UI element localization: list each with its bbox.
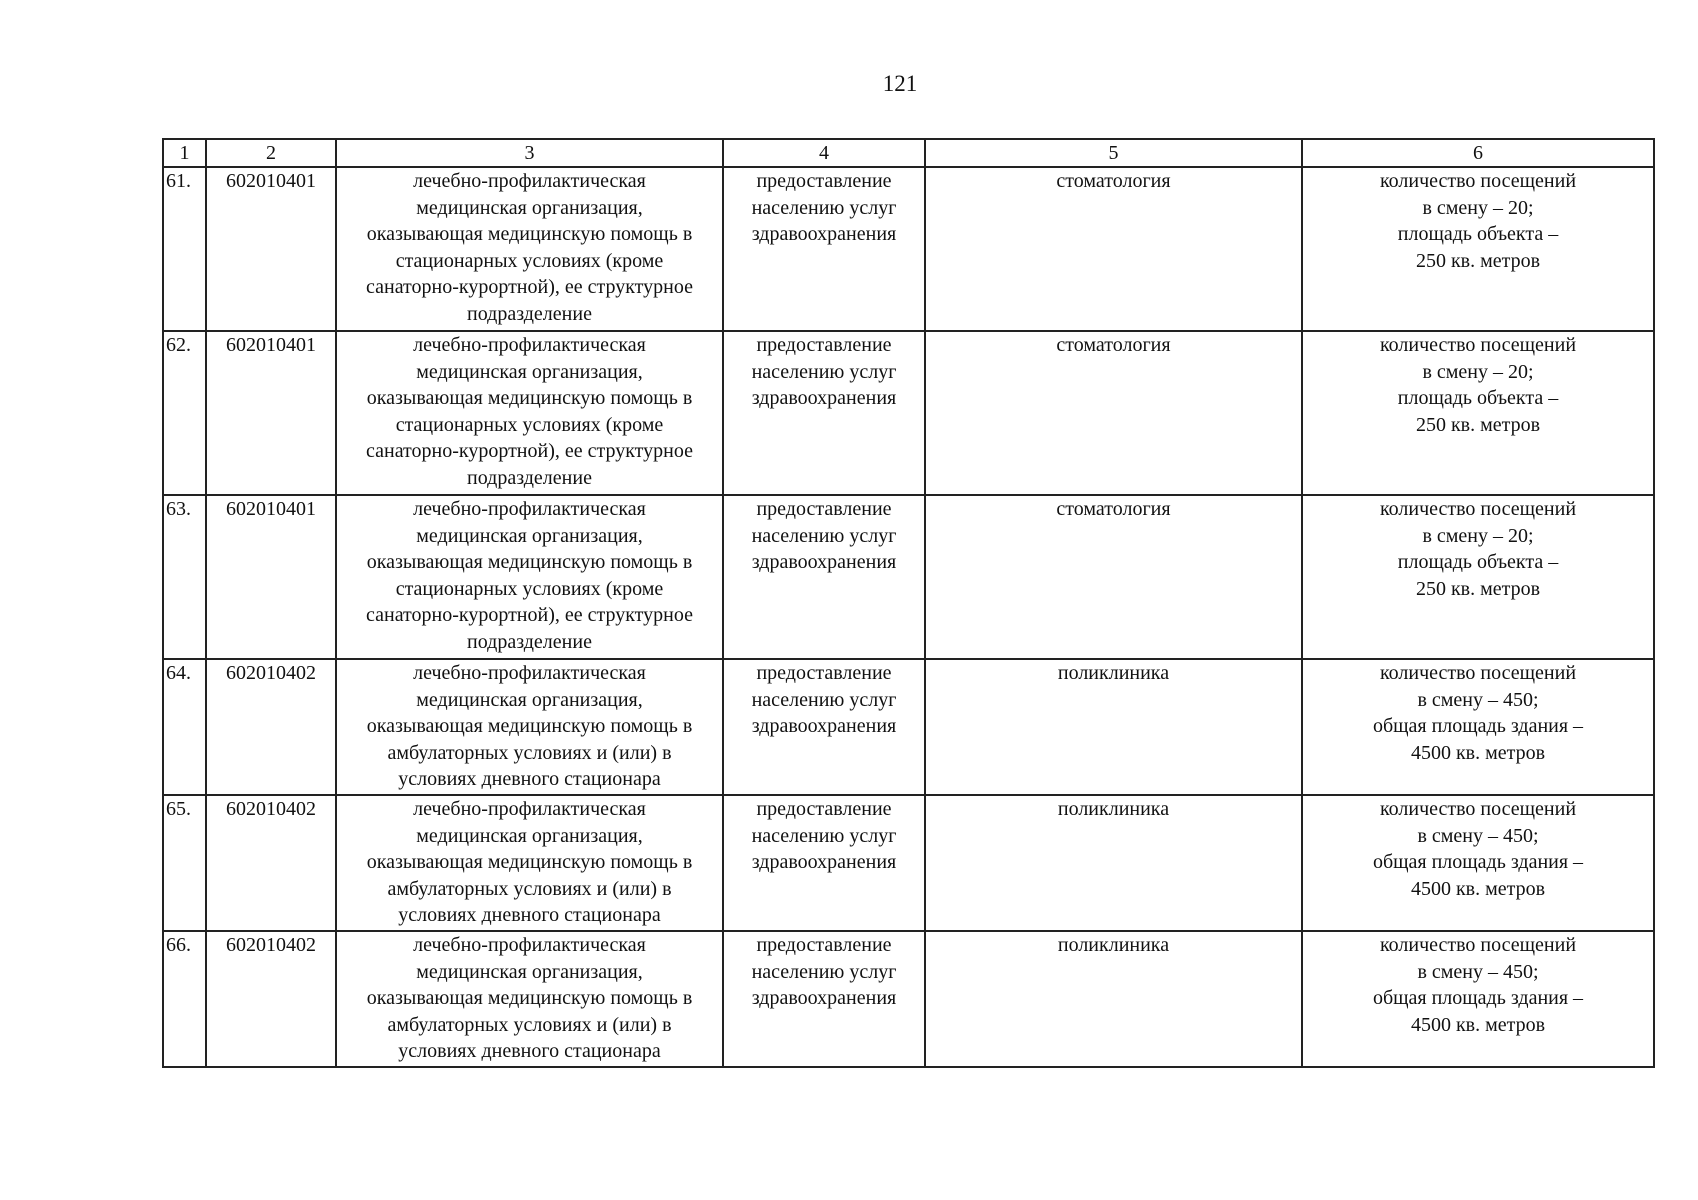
object-purpose: предоставление населению услуг здравоохранения bbox=[723, 795, 925, 931]
object-profile: поликлиника bbox=[925, 795, 1302, 931]
column-header-2: 2 bbox=[206, 139, 336, 167]
object-purpose: предоставление населению услуг здравоохранения bbox=[723, 931, 925, 1067]
object-capacity: количество посещений в смену – 20; площадь объекта – 250 кв. метров bbox=[1302, 167, 1654, 331]
row-number: 62. bbox=[163, 331, 206, 495]
table-row bbox=[163, 495, 1654, 659]
object-profile: стоматология bbox=[925, 167, 1302, 331]
table-row bbox=[163, 659, 1654, 795]
object-purpose: предоставление населению услуг здравоохранения bbox=[723, 167, 925, 331]
object-code: 602010402 bbox=[206, 931, 336, 1067]
object-type: лечебно-профилактическая медицинская организация, оказывающая медицинскую помощь в амбулаторных условиях и (или) в условиях дневного стационара bbox=[336, 659, 723, 795]
object-capacity: количество посещений в смену – 20; площадь объекта – 250 кв. метров bbox=[1302, 331, 1654, 495]
objects-table bbox=[162, 138, 1655, 1068]
object-profile: стоматология bbox=[925, 495, 1302, 659]
object-code: 602010402 bbox=[206, 659, 336, 795]
object-type: лечебно-профилактическая медицинская организация, оказывающая медицинскую помощь в амбулаторных условиях и (или) в условиях дневного стационара bbox=[336, 795, 723, 931]
column-header-5: 5 bbox=[925, 139, 1302, 167]
object-type: лечебно-профилактическая медицинская организация, оказывающая медицинскую помощь в стационарных условиях (кроме санаторно-курортной), ее структурное подразделение bbox=[336, 167, 723, 331]
column-header-3: 3 bbox=[336, 139, 723, 167]
table-row bbox=[163, 331, 1654, 495]
object-type: лечебно-профилактическая медицинская организация, оказывающая медицинскую помощь в амбулаторных условиях и (или) в условиях дневного стационара bbox=[336, 931, 723, 1067]
object-code: 602010401 bbox=[206, 331, 336, 495]
column-header-6: 6 bbox=[1302, 139, 1654, 167]
column-header-1: 1 bbox=[163, 139, 206, 167]
object-capacity: количество посещений в смену – 450; общая площадь здания – 4500 кв. метров bbox=[1302, 931, 1654, 1067]
object-code: 602010401 bbox=[206, 167, 336, 331]
page-number: 121 bbox=[882, 71, 918, 96]
object-purpose: предоставление населению услуг здравоохранения bbox=[723, 659, 925, 795]
object-type: лечебно-профилактическая медицинская организация, оказывающая медицинскую помощь в стационарных условиях (кроме санаторно-курортной), ее структурное подразделение bbox=[336, 495, 723, 659]
row-number: 66. bbox=[163, 931, 206, 1067]
object-capacity: количество посещений в смену – 20; площадь объекта – 250 кв. метров bbox=[1302, 495, 1654, 659]
row-number: 65. bbox=[163, 795, 206, 931]
object-capacity: количество посещений в смену – 450; общая площадь здания – 4500 кв. метров bbox=[1302, 795, 1654, 931]
row-number: 64. bbox=[163, 659, 206, 795]
object-purpose: предоставление населению услуг здравоохранения bbox=[723, 331, 925, 495]
object-type: лечебно-профилактическая медицинская организация, оказывающая медицинскую помощь в стационарных условиях (кроме санаторно-курортной), ее структурное подразделение bbox=[336, 331, 723, 495]
object-profile: поликлиника bbox=[925, 659, 1302, 795]
table-row bbox=[163, 795, 1654, 931]
column-header-4: 4 bbox=[723, 139, 925, 167]
row-number: 63. bbox=[163, 495, 206, 659]
object-profile: стоматология bbox=[925, 331, 1302, 495]
object-purpose: предоставление населению услуг здравоохранения bbox=[723, 495, 925, 659]
object-code: 602010402 bbox=[206, 795, 336, 931]
table-row bbox=[163, 167, 1654, 331]
table-header-row bbox=[163, 139, 1654, 167]
object-profile: поликлиника bbox=[925, 931, 1302, 1067]
table-row bbox=[163, 931, 1654, 1067]
row-number: 61. bbox=[163, 167, 206, 331]
object-code: 602010401 bbox=[206, 495, 336, 659]
object-capacity: количество посещений в смену – 450; общая площадь здания – 4500 кв. метров bbox=[1302, 659, 1654, 795]
